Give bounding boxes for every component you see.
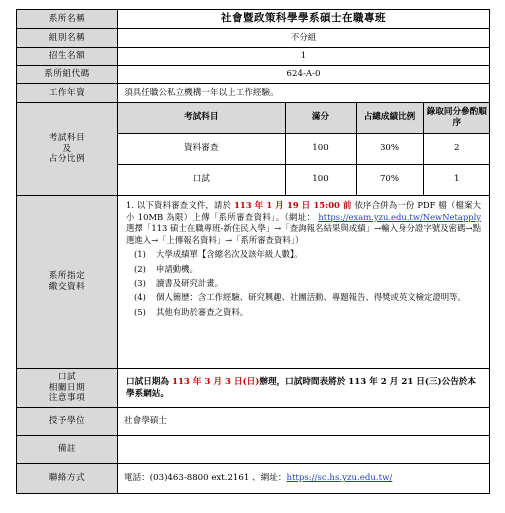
contact-value (118, 464, 490, 494)
exam-ratio: 30% (356, 133, 423, 164)
row-documents (17, 196, 490, 369)
exam-subtable (118, 103, 490, 195)
exam-label-line: 考試科目 (48, 132, 86, 143)
document-item (126, 278, 481, 289)
upload-deadline: 113 年 1 月 19 日 15:00 前 (234, 200, 352, 210)
document-item (126, 292, 481, 303)
exam-full-score: 100 (285, 164, 356, 195)
exam-label (17, 103, 118, 196)
document-item-text: 讀書及研究計畫。 (156, 278, 223, 289)
department-label: 系所名稱 (17, 10, 118, 29)
exam-order: 2 (423, 133, 490, 164)
row-quota (17, 48, 490, 66)
document-item-text: 申請動機。 (156, 263, 198, 274)
row-exam (17, 103, 490, 196)
exam-full-score: 100 (285, 133, 356, 164)
interview-label-line: 口試 (57, 371, 77, 382)
document-item-num: (2) (134, 263, 146, 274)
document-item-num: (4) (134, 292, 146, 303)
department-name: 社會暨政策科學學系碩士在職專班 (118, 10, 490, 29)
exam-apply-link[interactable]: https://exam.yzu.edu.tw/NewNetapply (318, 211, 481, 222)
exam-header-order: 錄取同分參酌順序 (423, 103, 490, 133)
documents-label (17, 196, 118, 369)
row-contact (17, 464, 490, 494)
exam-header-ratio: 占總成績比例 (356, 103, 423, 133)
interview-date: 113 年 3 月 3 日(日) (171, 376, 260, 387)
admission-table (16, 9, 490, 494)
interview-notice-pre: 口試日期為 (126, 376, 172, 387)
quota-value: 1 (118, 48, 490, 66)
contact-label: 聯絡方式 (17, 464, 118, 494)
experience-label: 工作年資 (17, 84, 118, 103)
degree-value: 社會學碩士 (118, 408, 490, 436)
row-code (17, 66, 490, 84)
code-label: 系所組代碼 (17, 66, 118, 84)
documents-intro-pre: 以下資料審查文件，請於 (136, 200, 232, 210)
interview-notice (118, 369, 490, 408)
row-interview (17, 369, 490, 408)
document-item-num: (3) (134, 278, 146, 289)
admission-info-document (16, 9, 489, 494)
document-item-num: (1) (134, 249, 146, 260)
documents-intro-num: 1. (126, 200, 134, 210)
documents-intro (126, 200, 481, 246)
exam-label-line: 及 (62, 143, 72, 154)
contact-phone: 電話：(03)463-8800 ext.2161 、網址： (124, 473, 287, 484)
interview-label-line: 相關日期 (48, 382, 86, 393)
exam-header-full: 滿分 (285, 103, 356, 133)
experience-value: 須具任職公私立機構一年以上工作經驗。 (118, 84, 490, 103)
group-label: 組別名稱 (17, 29, 118, 48)
code-value: 624-A-0 (118, 66, 490, 84)
exam-label-line: 占分比例 (48, 154, 86, 165)
group-value: 不分組 (118, 29, 490, 48)
exam-row (118, 164, 490, 195)
document-item (126, 264, 481, 275)
exam-subject: 資料審查 (118, 133, 285, 164)
exam-row (118, 133, 490, 164)
document-item-num: (5) (134, 306, 146, 317)
exam-ratio: 70% (356, 164, 423, 195)
documents-content (118, 196, 490, 369)
row-remarks (17, 436, 490, 464)
remarks-label: 備註 (17, 436, 118, 464)
exam-header-subject: 考試科目 (118, 103, 285, 133)
remarks-value (118, 436, 490, 464)
documents-label-line: 繳交資料 (48, 282, 86, 292)
interview-notice-post: 辦理，口試時間表將於 113 年 2 月 21 日(三)公告於本學系網站。 (126, 376, 476, 399)
document-item-text: 其他有助於審查之資料。 (156, 306, 249, 317)
exam-subject: 口試 (118, 164, 285, 195)
document-item (126, 249, 481, 260)
documents-intro-mid: 依序合併為一份 PDF 檔（檔案大小 10MB 為限）上傳「系所審查資料」。（網址： (126, 200, 482, 222)
row-department (17, 10, 490, 29)
exam-header-row (118, 103, 490, 133)
interview-label-line: 注意事項 (48, 393, 86, 404)
interview-label (17, 369, 118, 408)
quota-label: 招生名額 (17, 48, 118, 66)
row-experience (17, 84, 490, 103)
document-item-text: 大學成績單【含總名次及該年級人數】。 (156, 249, 303, 260)
degree-label: 授予學位 (17, 408, 118, 436)
row-group (17, 29, 490, 48)
documents-label-line: 系所指定 (48, 271, 86, 282)
documents-intro-post: 選擇「113 碩士在職專班-新住民入學」→「查詢報名結果與成績」→輸入身分證字號及密碼→點選進入→「上傳報名資料」→「系所審查資料」） (126, 223, 481, 245)
document-item-text: 個人簡歷：含工作經驗、研究興趣、社團活動、專題報告、得獎或英文檢定證明等。 (156, 292, 466, 303)
department-website-link[interactable]: https://sc.hs.yzu.edu.tw/ (286, 473, 393, 484)
document-item (126, 307, 481, 318)
exam-subtable-cell (118, 103, 490, 196)
row-degree (17, 408, 490, 436)
exam-order: 1 (423, 164, 490, 195)
